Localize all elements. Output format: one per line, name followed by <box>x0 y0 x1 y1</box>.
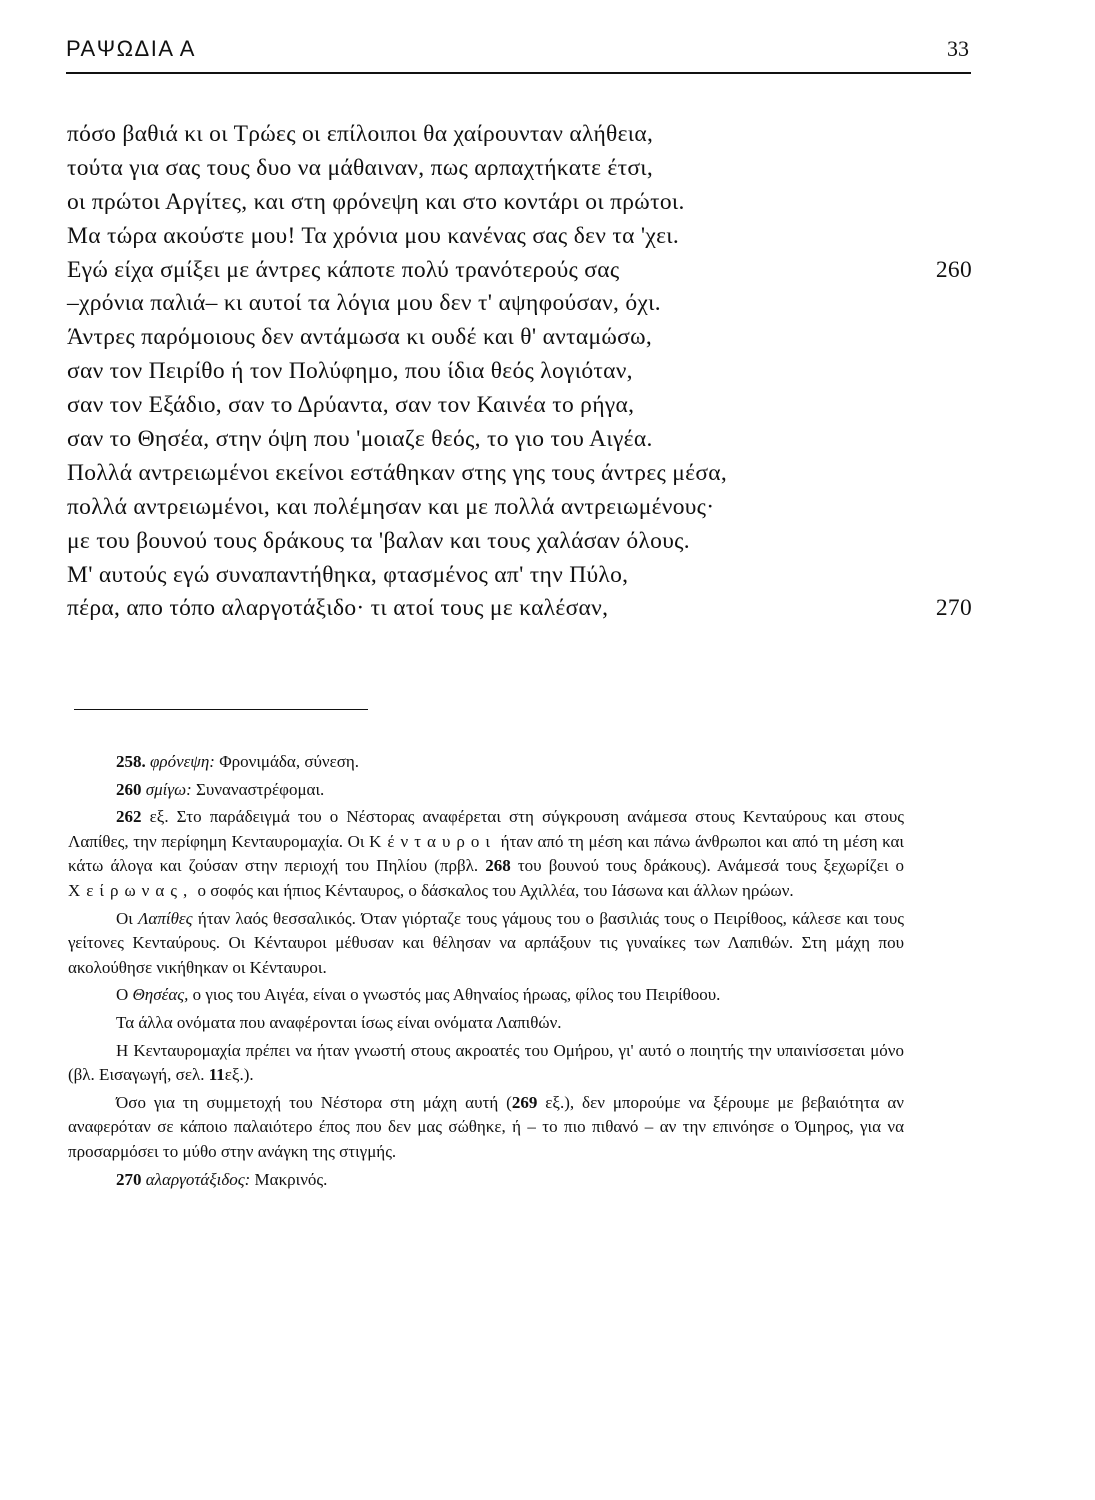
verse-text: οι πρώτοι Αργίτες, και στη φρόνεψη και στο κοντάρι οι πρώτοι. <box>67 188 685 215</box>
note-text: του βουνού τους δράκους). Ανάμεσά τους ξεχωρίζει ο <box>517 856 905 876</box>
verse-text: Εγώ είχα σμίξει με άντρες κάποτε πολύ τρανότερούς σας <box>67 256 620 283</box>
note-ref: 258. <box>116 752 146 771</box>
running-title: ΡΑΨΩΔΙΑ Α <box>66 36 196 61</box>
note-text: Μακρινός. <box>254 1169 328 1189</box>
note-text: Συναναστρέφομαι. <box>196 779 325 799</box>
footnote-kentauromachia <box>68 1039 904 1088</box>
note-text: Οι <box>116 908 133 928</box>
footnotes <box>68 750 904 1195</box>
page-number: 33 <box>947 36 969 61</box>
verse-text: Πολλά αντρειωμένοι εκείνοι εστάθηκαν στης γης τους άντρες μέσα, <box>67 459 728 486</box>
note-text: ήταν λαός θεσσαλικός. Όταν γιόρταζε τους γάμους του ο βασιλιάς τους ο Πειρίθοος, κάλεσε και τους γείτονες Κενταύρους. Οι Κένταυροι μέθυσαν και θέλησαν να αρπάξουν τις γυναίκες των Λαπιθών. Στη μάχη που ακολούθησε νικήθηκαν οι Κένταυροι. <box>68 908 905 977</box>
verse-line <box>67 355 972 389</box>
verse-text: –χρόνια παλιά– κι αυτοί τα λόγια μου δεν τ' αψηφούσαν, όχι. <box>67 290 661 317</box>
verse-line <box>67 389 972 423</box>
note-term: σμίγω: <box>145 779 192 799</box>
footnote-270 <box>68 1168 904 1193</box>
verse-line <box>67 592 972 626</box>
running-header <box>66 32 971 74</box>
note-ref: 269 <box>511 1092 538 1112</box>
note-text: ο σοφός και ήπιος Κένταυρος, ο δάσκαλος του Αχιλλέα, του Ιάσωνα και άλλων ηρώων. <box>197 880 794 900</box>
note-text: εξ. Στο παράδειγμά του ο Νέστορας αναφέρεται στη σύγκρουση ανάμεσα στους Κενταύρους και στους Λαπίθες, την περίφημη Κενταυρομαχία. Οι <box>68 807 905 851</box>
verse-text: τούτα για σας τους δυο να μάθαιναν, πως αρπαχτήκατε έτσι, <box>67 154 654 181</box>
note-text: εξ.). <box>224 1065 254 1085</box>
note-ref: 268 <box>485 856 511 876</box>
note-text: Φρονιμάδα, σύνεση. <box>219 752 360 771</box>
footnote-258 <box>68 750 904 775</box>
note-ref: 11 <box>208 1065 225 1085</box>
verse-text: πόσο βαθιά κι οι Τρώες οι επίλοιποι θα χαίρουνταν αλήθεια, <box>67 121 654 147</box>
verse-text: σαν τον Εξάδιο, σαν το Δρύαντα, σαν τον Καινέα το ρήγα, <box>67 392 635 419</box>
note-text: Τα άλλα ονόματα που αναφέρονται ίσως είναι ονόματα Λαπιθών. <box>116 1012 562 1032</box>
verse-line <box>67 254 972 288</box>
note-spaced-term: Χείρωνας, <box>68 880 194 900</box>
footnote-theseas <box>68 983 904 1008</box>
note-text: εξ.), δεν μπορούμε να ξέρουμε με βεβαιότητα αν αναφερόταν σε κάποιο παλαιότερο έπος που δεν μας σώθηκε, ή – το πιο πιθανό – αν την επινόησε ο Όμηρος, για να προσαρμόσει το μύθο στην ανάγκη της στιγμής. <box>68 1092 904 1161</box>
verse-line <box>67 186 972 220</box>
verse-text: Μα τώρα ακούστε μου! Τα χρόνια μου κανένας σας δεν τα 'χει. <box>67 222 680 249</box>
footnote-nestor <box>68 1091 904 1165</box>
verse-text: πολλά αντρειωμένοι, και πολέμησαν και με πολλά αντρειωμένους· <box>67 493 715 520</box>
verse-line <box>67 152 972 186</box>
note-text: Ο <box>116 985 129 1005</box>
verse-text: σαν το Θησέα, στην όψη που 'μοιαζε θεός, το γιο του Αιγέα. <box>67 426 653 453</box>
note-text: Η Κενταυρομαχία πρέπει να ήταν γνωστή στους ακροατές του Ομήρου, γι' αυτό ο ποιητής την υπαινίσσεται μόνο (βλ. Εισαγωγή, σελ. <box>68 1040 904 1085</box>
verse-line <box>67 220 972 254</box>
line-number: 260 <box>935 256 972 283</box>
note-text: Όσο για τη συμμετοχή του Νέστορα στη μάχη αυτή ( <box>116 1092 512 1112</box>
note-term: φρόνεψη: <box>150 752 215 771</box>
verse-line <box>67 491 972 525</box>
verse-text: πέρα, απο τόπο αλαργοτάξιδο· τι ατοί τους με καλέσαν, <box>67 595 609 622</box>
note-term: αλαργοτάξιδος: <box>145 1169 251 1189</box>
note-term: Θησέας, <box>132 985 189 1005</box>
footnote-260 <box>68 778 904 803</box>
poem-text <box>67 118 972 626</box>
note-text: ήταν από τη μέση και πάνω άνθρωποι και από τη μέση και κάτω άλογα και ζούσαν στην περιοχή του Πηλίου (πρβλ. <box>68 831 905 876</box>
verse-line <box>67 321 972 355</box>
note-term: Λαπίθες <box>138 908 193 928</box>
note-ref: 262 <box>116 807 142 827</box>
verse-line <box>67 423 972 457</box>
verse-text: με του βουνού τους δράκους τα 'βαλαν και τους χαλάσαν όλους. <box>67 527 690 554</box>
verse-text: σαν τον Πειρίθο ή τον Πολύφημο, που ίδια θεός λογιόταν, <box>67 358 633 385</box>
verse-text: Άντρες παρόμοιους δεν αντάμωσα κι ουδέ και θ' ανταμώσω, <box>67 324 653 351</box>
verse-line <box>67 118 972 152</box>
verse-line <box>67 287 972 321</box>
footnote-other-names <box>68 1011 904 1036</box>
note-text: ο γιος του Αιγέα, είναι ο γνωστός μας Αθηναίος ήρωας, φίλος του Πειρίθοου. <box>192 985 721 1005</box>
verse-line <box>67 525 972 559</box>
footnote-lapithes <box>68 907 904 981</box>
note-spaced-term: Κένταυροι <box>369 831 496 851</box>
note-ref: 260 <box>116 779 142 799</box>
note-ref: 270 <box>116 1169 142 1189</box>
footnote-262 <box>68 805 904 903</box>
verse-line <box>67 559 972 593</box>
verse-text: Μ' αυτούς εγώ συναπαντήθηκα, φτασμένος απ' την Πύλο, <box>67 561 629 588</box>
line-number: 270 <box>935 595 972 622</box>
verse-line <box>67 457 972 491</box>
footnote-divider <box>74 709 368 710</box>
